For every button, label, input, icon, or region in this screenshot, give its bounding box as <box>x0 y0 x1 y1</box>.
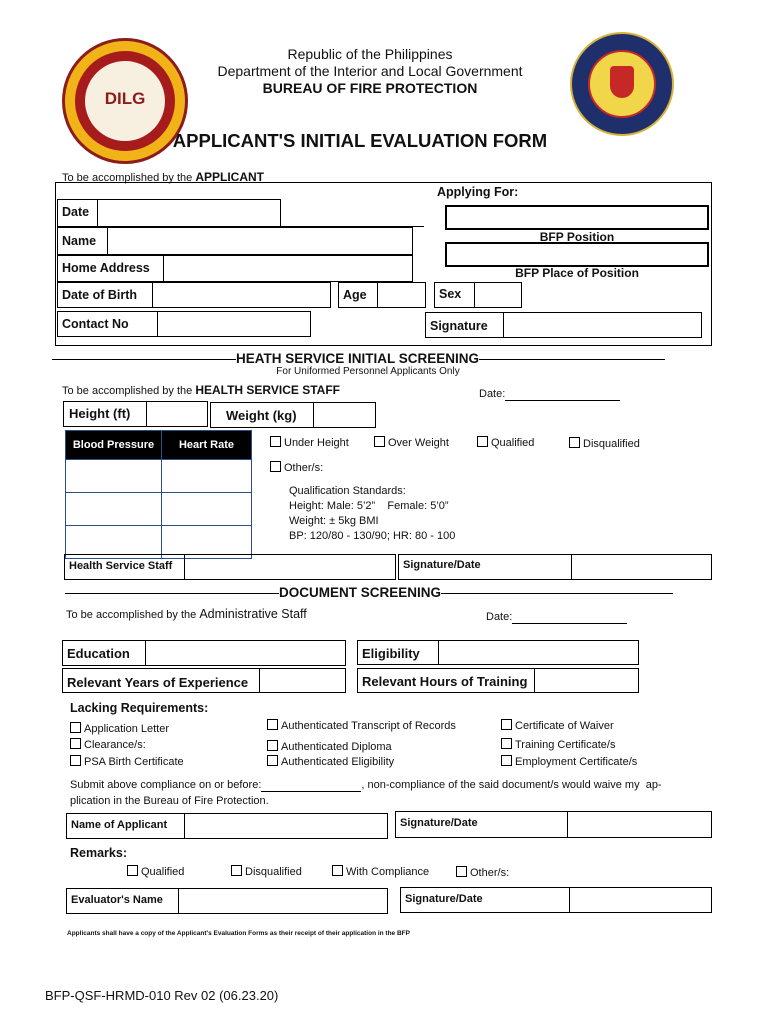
applicant-signature-field[interactable] <box>567 811 712 838</box>
signature-field[interactable] <box>503 312 702 338</box>
remarks-label: Remarks: <box>70 846 127 860</box>
dilg-logo-text: DILG <box>104 89 146 108</box>
under-height-checkbox[interactable]: Under Height <box>270 436 349 449</box>
home-address-field[interactable] <box>163 255 413 282</box>
applicant-signature-label: Signature/Date <box>400 817 478 829</box>
height-field[interactable] <box>146 401 208 427</box>
remarks-compliance-checkbox[interactable]: With Compliance <box>332 865 429 878</box>
req-waiver-checkbox[interactable]: Certificate of Waiver <box>501 719 614 732</box>
checkbox-icon <box>127 865 138 876</box>
checkbox-icon <box>70 722 81 733</box>
lacking-requirements-label: Lacking Requirements: <box>70 701 209 715</box>
education-label: Education <box>67 646 130 661</box>
req-diploma-checkbox[interactable]: Authenticated Diploma <box>267 740 392 753</box>
health-subtitle: For Uniformed Personnel Applicants Only <box>276 366 460 377</box>
document-section-title: DOCUMENT SCREENING <box>279 585 442 600</box>
sex-label: Sex <box>439 287 462 301</box>
checkbox-icon <box>456 866 467 877</box>
applicant-intro: To be accomplished by the APPLICANT <box>62 170 264 184</box>
bfp-position-label: BFP Position <box>539 230 615 244</box>
eligibility-label: Eligibility <box>362 646 420 661</box>
health-qualified-checkbox[interactable]: Qualified <box>477 436 534 449</box>
education-field[interactable] <box>145 640 346 666</box>
hr-cell[interactable] <box>162 493 252 526</box>
bp-cell[interactable] <box>66 493 162 526</box>
form-title: APPLICANT'S INITIAL EVALUATION FORM <box>172 130 548 151</box>
blood-pressure-header: Blood Pressure <box>66 431 162 460</box>
header-department: Department of the Interior and Local Government <box>217 63 523 79</box>
remarks-disqualified-checkbox[interactable]: Disqualified <box>231 865 302 878</box>
home-address-label: Home Address <box>62 261 150 275</box>
footnote: Applicants shall have a copy of the Applicant's Evaluation Forms as their receipt of their application in the BFP <box>67 930 410 937</box>
docs-date[interactable]: Date: <box>486 611 627 624</box>
health-signature-label: Signature/Date <box>403 559 481 571</box>
compliance-deadline-text: Submit above compliance on or before: , non-compliance of the said document/s would waive my ap- <box>70 779 662 791</box>
req-training-checkbox[interactable]: Training Certificate/s <box>501 738 615 751</box>
bfp-place-field[interactable] <box>445 242 709 267</box>
applying-for-label: Applying For: <box>437 185 519 199</box>
hr-cell[interactable] <box>162 460 252 493</box>
evaluator-signature-field[interactable] <box>569 887 712 913</box>
health-section-title: HEATH SERVICE INITIAL SCREENING <box>236 351 480 366</box>
compliance-deadline-field[interactable] <box>261 779 361 792</box>
health-signature-field[interactable] <box>571 554 712 580</box>
name-label: Name <box>62 234 97 248</box>
height-label: Height (ft) <box>69 406 131 421</box>
health-intro: To be accomplished by the HEALTH SERVICE STAFF <box>62 383 340 397</box>
health-section-header <box>52 351 665 366</box>
age-field[interactable] <box>377 282 426 308</box>
checkbox-icon <box>70 738 81 749</box>
years-exp-label: Relevant Years of Experience <box>67 675 249 690</box>
name-applicant-field[interactable] <box>184 813 388 839</box>
name-applicant-label: Name of Applicant <box>71 819 168 831</box>
evaluator-label: Evaluator's Name <box>71 894 163 906</box>
checkbox-icon <box>270 436 281 447</box>
evaluator-signature-label: Signature/Date <box>405 893 483 905</box>
document-section-header <box>65 585 673 600</box>
age-label: Age <box>343 288 367 302</box>
checkbox-icon <box>267 740 278 751</box>
sex-field[interactable] <box>474 282 522 308</box>
contact-label: Contact No <box>62 317 129 331</box>
standards-height: Height: Male: 5’2” Female: 5’0” <box>289 500 449 512</box>
standards-title: Qualification Standards: <box>289 485 406 497</box>
signature-label: Signature <box>430 319 488 333</box>
bfp-position-field[interactable] <box>445 205 709 230</box>
health-disqualified-checkbox[interactable]: Disqualified <box>569 437 640 450</box>
remarks-qualified-checkbox[interactable]: Qualified <box>127 865 184 878</box>
health-staff-field[interactable] <box>184 554 396 580</box>
compliance-text-line2: plication in the Bureau of Fire Protection. <box>70 795 269 807</box>
years-exp-field[interactable] <box>259 668 346 693</box>
req-application-letter-checkbox[interactable]: Application Letter <box>70 722 169 735</box>
contact-field[interactable] <box>157 311 311 337</box>
bfp-logo-emblem-icon <box>610 66 634 98</box>
health-staff-label: Health Service Staff <box>69 560 173 572</box>
date-label: Date <box>62 205 90 219</box>
header-bureau: BUREAU OF FIRE PROTECTION <box>262 80 478 96</box>
header-republic: Republic of the Philippines <box>287 46 453 62</box>
remarks-others-checkbox[interactable]: Other/s: <box>456 866 509 879</box>
hours-training-label: Relevant Hours of Training <box>362 674 528 689</box>
bfp-logo <box>570 32 674 136</box>
checkbox-icon <box>501 719 512 730</box>
name-field[interactable] <box>107 227 413 255</box>
over-weight-checkbox[interactable]: Over Weight <box>374 436 449 449</box>
heart-rate-header: Heart Rate <box>162 431 252 460</box>
bfp-place-label: BFP Place of Position <box>515 266 639 280</box>
evaluator-field[interactable] <box>178 888 388 914</box>
req-tor-checkbox[interactable]: Authenticated Transcript of Records <box>267 719 456 732</box>
checkbox-icon <box>70 755 81 766</box>
checkbox-icon <box>270 461 281 472</box>
checkbox-icon <box>332 865 343 876</box>
checkbox-icon <box>501 755 512 766</box>
standards-bp-hr: BP: 120/80 - 130/90; HR: 80 - 100 <box>289 530 456 542</box>
checkbox-icon <box>267 755 278 766</box>
checkbox-icon <box>477 436 488 447</box>
health-date[interactable]: Date: <box>479 388 620 401</box>
vitals-table <box>65 430 252 559</box>
req-eligibility-checkbox[interactable]: Authenticated Eligibility <box>267 755 394 768</box>
checkbox-icon <box>501 738 512 749</box>
health-others-checkbox[interactable]: Other/s: <box>270 461 323 474</box>
weight-field[interactable] <box>313 402 376 428</box>
weight-label: Weight (kg) <box>226 408 297 423</box>
standards-weight: Weight: ± 5kg BMI <box>289 515 379 527</box>
req-clearance-checkbox[interactable]: Clearance/s: <box>70 738 146 751</box>
checkbox-icon <box>231 865 242 876</box>
docs-intro: To be accomplished by the Administrative Staff <box>66 607 307 621</box>
form-code: BFP-QSF-HRMD-010 Rev 02 (06.23.20) <box>45 988 279 1003</box>
dob-label: Date of Birth <box>62 288 137 302</box>
bp-cell[interactable] <box>66 460 162 493</box>
dob-field[interactable] <box>152 282 331 308</box>
hours-training-field[interactable] <box>534 668 639 693</box>
checkbox-icon <box>374 436 385 447</box>
eligibility-field[interactable] <box>438 640 639 665</box>
checkbox-icon <box>569 437 580 448</box>
checkbox-icon <box>267 719 278 730</box>
req-employment-checkbox[interactable]: Employment Certificate/s <box>501 755 637 768</box>
req-psa-checkbox[interactable]: PSA Birth Certificate <box>70 755 184 768</box>
date-field[interactable] <box>97 199 281 227</box>
